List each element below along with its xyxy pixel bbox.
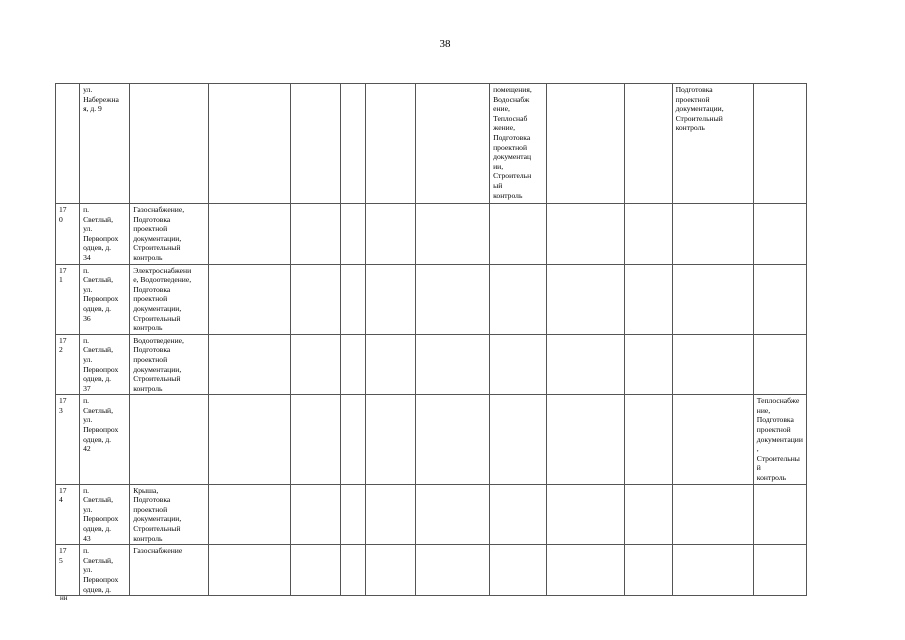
table-row [56,204,807,265]
work-cell: Теплоснабжение, Подготовка проектной документации, Строительный контроль [753,395,806,484]
table-row [56,334,807,395]
address-cell: п. Светлый, ул. Первопрох одцев, д. 34 [80,204,130,265]
footer-mark: нн [60,594,68,602]
table-row [56,264,807,334]
address-cell: п. Светлый, ул. Первопрох одцев, д. 43 [80,484,130,545]
row-number: 17 4 [56,484,80,545]
works-table [55,83,807,596]
table-row [56,484,807,545]
row-number: 17 2 [56,334,80,395]
table-row [56,395,807,484]
work-cell: помещения, Водоснабж ение, Теплоснаб жение, Подготовка проектной документац ии, Строительн ый контроль [490,84,547,204]
page-number: 38 [439,38,451,50]
row-number: 17 1 [56,264,80,334]
address-cell: п. Светлый, ул. Первопрох одцев, д. [80,545,130,596]
work-cell [753,334,806,395]
address-cell: п. Светлый, ул. Первопрох одцев, д. 42 [80,395,130,484]
work-cell: Газоснабжение [130,545,209,596]
row-number: 17 3 [56,395,80,484]
work-cell: Водоотведение, Подготовка проектной документации, Строительный контроль [130,334,209,395]
address-cell: п. Светлый, ул. Первопрох одцев, д. 37 [80,334,130,395]
work-cell [753,484,806,545]
table-row [56,545,807,596]
table-row [56,84,807,204]
work-cell [130,395,209,484]
address-cell: п. Светлый, ул. Первопрох одцев, д. 36 [80,264,130,334]
work-cell [753,264,806,334]
work-cell [753,545,806,596]
work-cell [753,204,806,265]
address-cell: ул. Набережна я, д. 9 [80,84,130,204]
row-number: 17 0 [56,204,80,265]
work-cell: Крыша, Подготовка проектной документации, Строительный контроль [130,484,209,545]
row-number: 17 5 [56,545,80,596]
work-cell: Газоснабжение, Подготовка проектной документации, Строительный контроль [130,204,209,265]
work-cell: Электроснабжени е, Водоотведение, Подготовка проектной документации, Строительный контроль [130,264,209,334]
work-cell: Подготовка проектной документации, Строительный контроль [672,84,753,204]
